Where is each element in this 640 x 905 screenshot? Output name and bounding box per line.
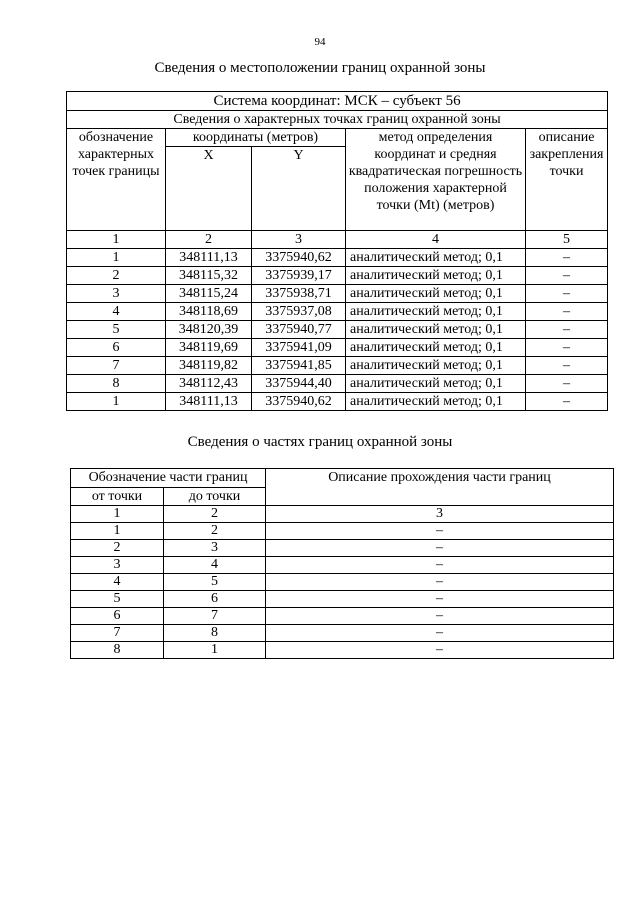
cell-from: 5 xyxy=(71,591,164,608)
cell-desc: – xyxy=(266,557,614,574)
cell-to: 5 xyxy=(164,574,266,591)
cell-point: 7 xyxy=(67,357,166,375)
cell-x: 348119,69 xyxy=(166,339,252,357)
cell-x: 348112,43 xyxy=(166,375,252,393)
cell-method: аналитический метод; 0,1 xyxy=(346,339,526,357)
cell-method: аналитический метод; 0,1 xyxy=(346,303,526,321)
cell-from: 4 xyxy=(71,574,164,591)
cell-from: 2 xyxy=(71,540,164,557)
cell-to: 3 xyxy=(164,540,266,557)
cell-desc: – xyxy=(266,523,614,540)
cell-point: 1 xyxy=(67,393,166,411)
cell-desc: – xyxy=(266,642,614,659)
header-coords: координаты (метров) xyxy=(166,129,346,147)
header-from: от точки xyxy=(71,488,164,506)
col-num: 3 xyxy=(252,231,346,249)
cell-from: 1 xyxy=(71,523,164,540)
cell-method: аналитический метод; 0,1 xyxy=(346,321,526,339)
table-row xyxy=(71,574,614,591)
table-row xyxy=(71,557,614,574)
cell-to: 8 xyxy=(164,625,266,642)
cell-to: 7 xyxy=(164,608,266,625)
cell-method: аналитический метод; 0,1 xyxy=(346,393,526,411)
cell-desc: – xyxy=(526,249,608,267)
page-number: 94 xyxy=(314,36,326,48)
cell-point: 3 xyxy=(67,285,166,303)
cell-x: 348115,24 xyxy=(166,285,252,303)
cell-to: 1 xyxy=(164,642,266,659)
cell-y: 3375941,09 xyxy=(252,339,346,357)
cell-method: аналитический метод; 0,1 xyxy=(346,357,526,375)
cell-x: 348111,13 xyxy=(166,249,252,267)
boundary-parts-table xyxy=(70,468,614,659)
cell-y: 3375944,40 xyxy=(252,375,346,393)
boundary-points-table xyxy=(66,91,608,411)
header-to: до точки xyxy=(164,488,266,506)
table-row xyxy=(71,523,614,540)
cell-x: 348120,39 xyxy=(166,321,252,339)
header-part: Обозначение части границ xyxy=(71,469,266,488)
cell-y: 3375937,08 xyxy=(252,303,346,321)
header-y: Y xyxy=(252,147,346,231)
cell-y: 3375940,62 xyxy=(252,249,346,267)
cell-from: 3 xyxy=(71,557,164,574)
cell-desc: – xyxy=(526,303,608,321)
col-num: 3 xyxy=(266,506,614,523)
cell-x: 348115,32 xyxy=(166,267,252,285)
col-num: 2 xyxy=(164,506,266,523)
table-row xyxy=(67,357,608,375)
cell-method: аналитический метод; 0,1 xyxy=(346,267,526,285)
cell-desc: – xyxy=(266,540,614,557)
cell-desc: – xyxy=(526,357,608,375)
section-title-location: Сведения о местоположении границ охранной зоны xyxy=(154,60,486,76)
coordinate-system: Система координат: МСК – субъект 56 xyxy=(67,92,608,111)
table-row xyxy=(67,285,608,303)
cell-from: 7 xyxy=(71,625,164,642)
header-part-desc: Описание прохождения части границ xyxy=(266,469,614,506)
cell-desc: – xyxy=(526,321,608,339)
cell-method: аналитический метод; 0,1 xyxy=(346,375,526,393)
table-row xyxy=(67,339,608,357)
cell-point: 5 xyxy=(67,321,166,339)
col-num: 4 xyxy=(346,231,526,249)
cell-desc: – xyxy=(266,625,614,642)
col-num: 1 xyxy=(71,506,164,523)
cell-y: 3375938,71 xyxy=(252,285,346,303)
cell-desc: – xyxy=(266,608,614,625)
cell-to: 4 xyxy=(164,557,266,574)
cell-point: 8 xyxy=(67,375,166,393)
table-row xyxy=(67,321,608,339)
cell-y: 3375940,77 xyxy=(252,321,346,339)
cell-to: 6 xyxy=(164,591,266,608)
col-num: 1 xyxy=(67,231,166,249)
header-x: X xyxy=(166,147,252,231)
cell-desc: – xyxy=(526,393,608,411)
cell-from: 6 xyxy=(71,608,164,625)
cell-point: 2 xyxy=(67,267,166,285)
table-row xyxy=(71,591,614,608)
cell-to: 2 xyxy=(164,523,266,540)
cell-point: 6 xyxy=(67,339,166,357)
header-point: обозначение характерных точек границы xyxy=(67,129,166,231)
table-row xyxy=(67,267,608,285)
cell-y: 3375940,62 xyxy=(252,393,346,411)
cell-x: 348119,82 xyxy=(166,357,252,375)
table-row xyxy=(71,608,614,625)
cell-y: 3375939,17 xyxy=(252,267,346,285)
cell-from: 8 xyxy=(71,642,164,659)
table-row xyxy=(71,540,614,557)
table-row xyxy=(71,642,614,659)
cell-point: 4 xyxy=(67,303,166,321)
cell-x: 348111,13 xyxy=(166,393,252,411)
table-row xyxy=(67,249,608,267)
table-row xyxy=(71,625,614,642)
cell-point: 1 xyxy=(67,249,166,267)
table-row xyxy=(67,303,608,321)
cell-method: аналитический метод; 0,1 xyxy=(346,285,526,303)
cell-desc: – xyxy=(526,267,608,285)
col-num: 2 xyxy=(166,231,252,249)
cell-desc: – xyxy=(526,375,608,393)
cell-desc: – xyxy=(526,285,608,303)
col-num: 5 xyxy=(526,231,608,249)
cell-desc: – xyxy=(266,574,614,591)
cell-desc: – xyxy=(266,591,614,608)
cell-x: 348118,69 xyxy=(166,303,252,321)
header-desc: описание закрепления точки xyxy=(526,129,608,231)
cell-method: аналитический метод; 0,1 xyxy=(346,249,526,267)
cell-desc: – xyxy=(526,339,608,357)
cell-y: 3375941,85 xyxy=(252,357,346,375)
table-subtitle: Сведения о характерных точках границ охранной зоны xyxy=(67,111,608,129)
section-title-parts: Сведения о частях границ охранной зоны xyxy=(187,434,453,450)
table-row xyxy=(67,393,608,411)
table-row xyxy=(67,375,608,393)
header-method: метод определения координат и средняя квадратическая погрешность положения характерной точки (Mt) (метров) xyxy=(346,129,526,231)
